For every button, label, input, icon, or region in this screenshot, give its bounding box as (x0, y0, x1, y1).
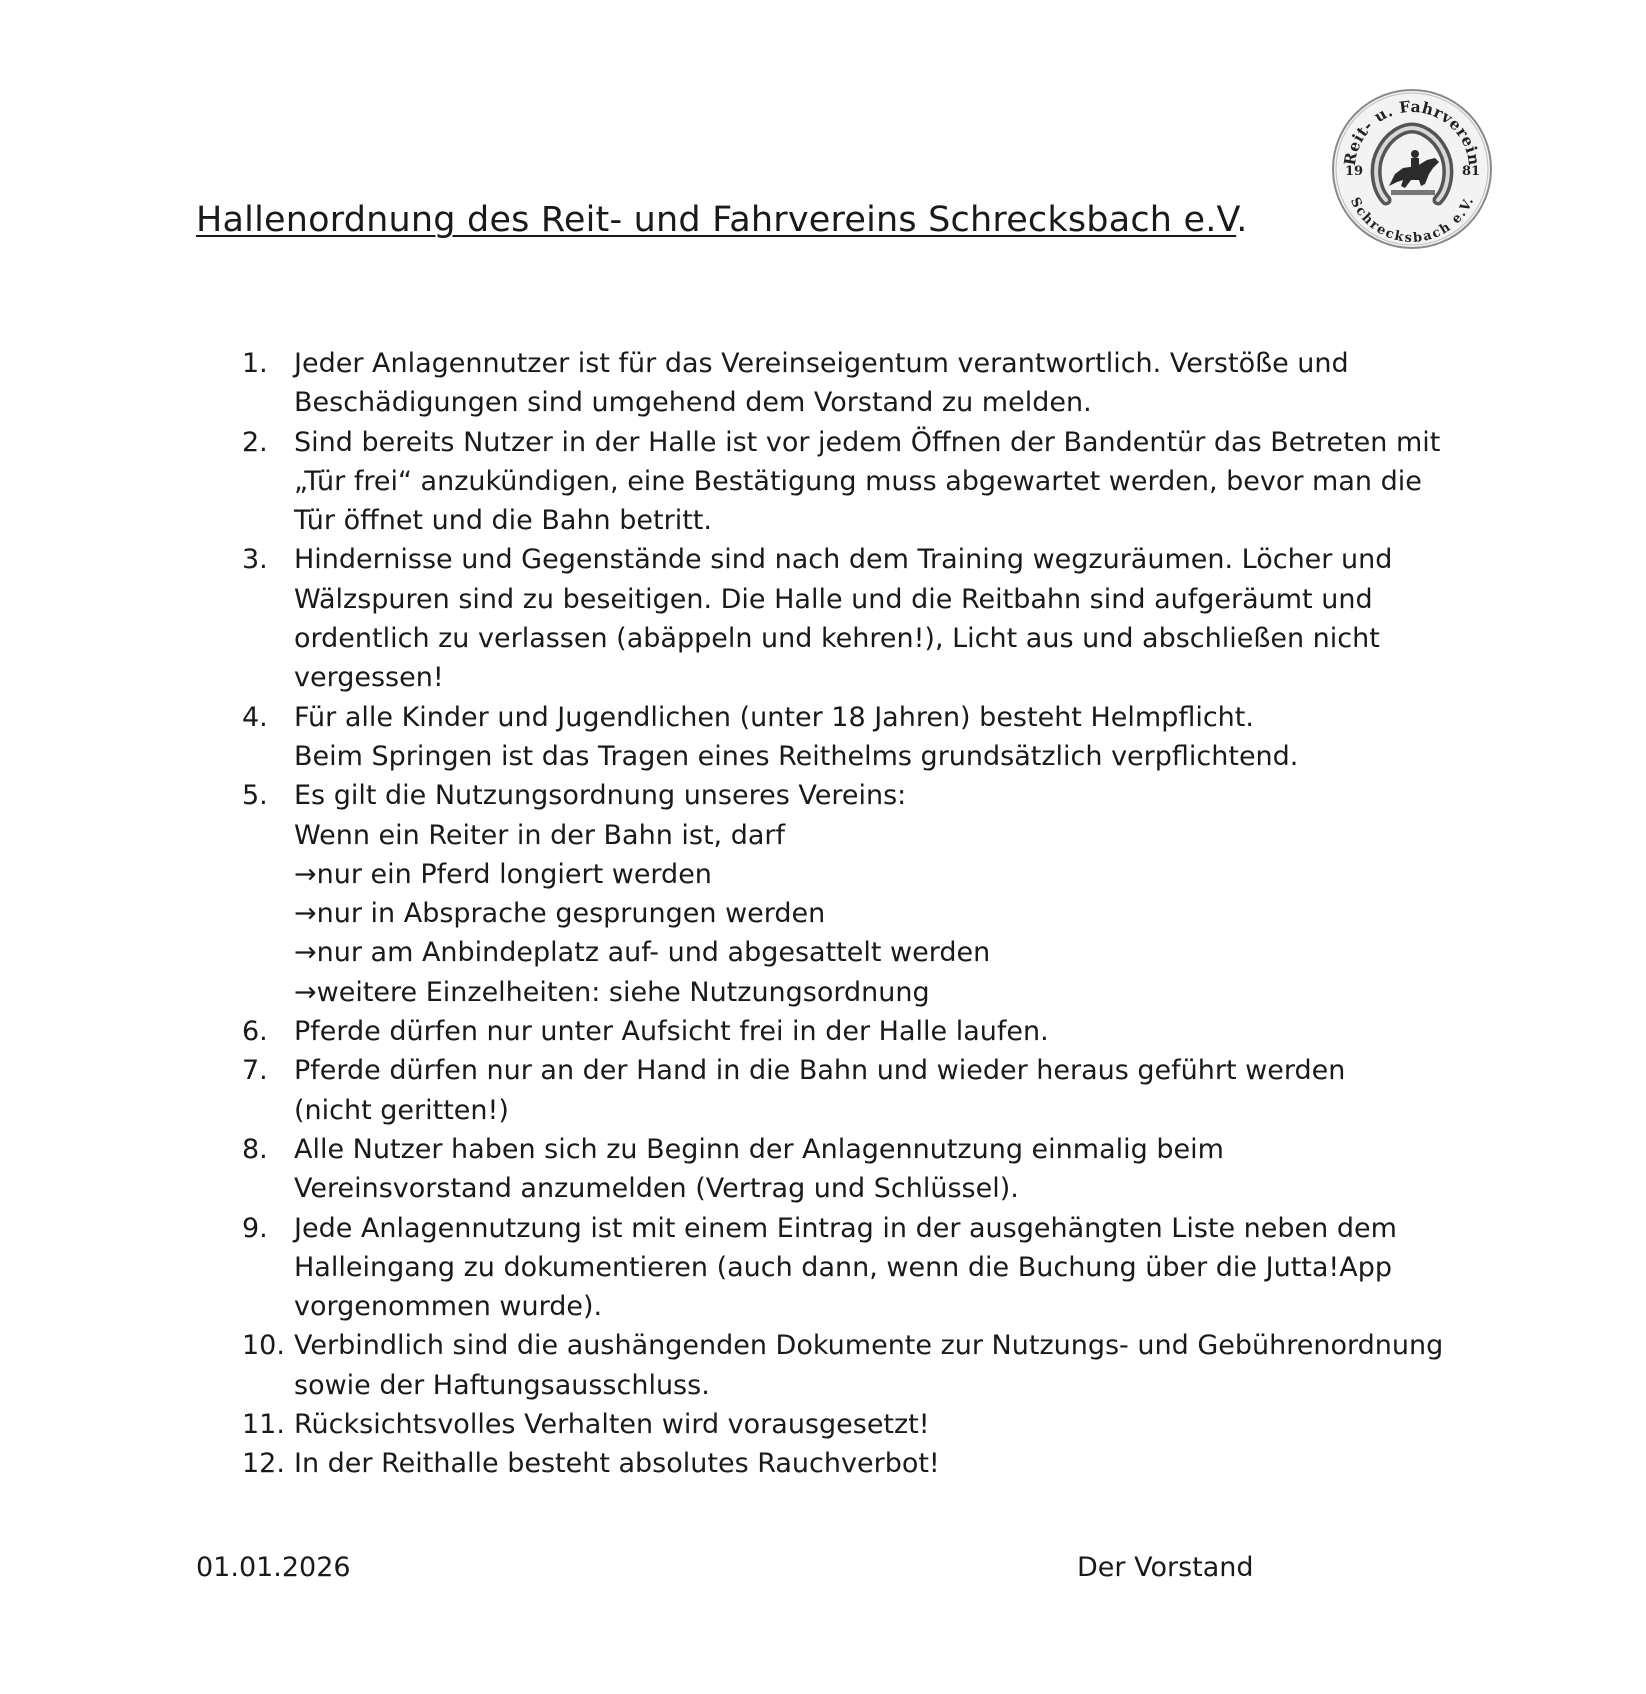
seal-bottom-text: Schrecksbach e.V. (1346, 195, 1478, 246)
rule-text-line: (nicht geritten!) (294, 1094, 509, 1126)
rule-number: 4. (242, 701, 268, 733)
rule-number: 11. (242, 1409, 285, 1441)
rule-text-line: Wenn ein Reiter in der Bahn ist, darf (294, 819, 785, 851)
rule-text-line: →nur in Absprache gesprungen werden (294, 898, 826, 930)
rule-text-line: Für alle Kinder und Jugendlichen (unter 18 Jahren) besteht Helmpflicht. (294, 701, 1254, 733)
rule-text-line: ordentlich zu verlassen (abäppeln und kehren!), Licht aus und abschließen nicht (294, 623, 1380, 655)
rule-number: 5. (242, 780, 268, 812)
rule-text-line: →nur am Anbindeplatz auf- und abgesattelt werden (294, 937, 991, 969)
rule-text-line: vorgenommen wurde). (294, 1291, 603, 1323)
page-title-text: Hallenordnung des Reit- und Fahrvereins Schrecksbach e.V (196, 200, 1237, 240)
seal-top-text: Reit- u. Fahrverein (1339, 96, 1485, 167)
rule-number: 10. (242, 1330, 285, 1362)
rule-text-line: Pferde dürfen nur unter Aufsicht frei in der Halle laufen. (294, 1016, 1049, 1048)
seal-year-right: 81 (1462, 164, 1481, 179)
rule-text-line: Sind bereits Nutzer in der Halle ist vor jedem Öffnen der Bandentür das Betreten mit (294, 426, 1441, 458)
club-seal-logo (1331, 88, 1493, 250)
rule-text-line: Verbindlich sind die aushängenden Dokumente zur Nutzungs- und Gebührenordnung (294, 1330, 1444, 1362)
rule-text-line: →nur ein Pferd longiert werden (294, 858, 712, 890)
rule-text-line: Vereinsvorstand anzumelden (Vertrag und Schlüssel). (294, 1173, 1019, 1205)
rule-item (242, 698, 1472, 777)
seal-year-left: 19 (1345, 164, 1364, 179)
rule-text-line: →weitere Einzelheiten: siehe Nutzungsordnung (294, 976, 930, 1008)
rule-item (242, 776, 1472, 1012)
rule-text-line: Halleingang zu dokumentieren (auch dann, wenn die Buchung über die Jutta!App (294, 1251, 1392, 1283)
rule-number: 7. (242, 1055, 268, 1087)
rules-list (242, 344, 1472, 1484)
rule-text-line: Tür öffnet und die Bahn betritt. (294, 505, 712, 537)
rule-text-line: Alle Nutzer haben sich zu Beginn der Anlagennutzung einmalig beim (294, 1133, 1224, 1165)
page-title-suffix: . (1236, 200, 1248, 240)
document-date: 01.01.2026 (196, 1552, 351, 1583)
rule-number: 8. (242, 1133, 268, 1165)
rule-text-line: Wälzspuren sind zu beseitigen. Die Halle und die Reitbahn sind aufgeräumt und (294, 583, 1373, 615)
rule-text-line: In der Reithalle besteht absolutes Rauchverbot! (294, 1448, 940, 1480)
rule-text-line: Jeder Anlagennutzer ist für das Vereinseigentum verantwortlich. Verstöße und (294, 348, 1349, 379)
rule-text-line: vergessen! (294, 662, 444, 694)
rule-item (242, 1444, 1472, 1483)
rule-item (242, 1209, 1472, 1327)
page-title (196, 198, 1248, 242)
rule-item (242, 1326, 1472, 1405)
rule-text-line: Pferde dürfen nur an der Hand in die Bahn und wieder heraus geführt werden (294, 1055, 1346, 1087)
rule-text-line: Jede Anlagennutzung ist mit einem Eintrag in der ausgehängten Liste neben dem (294, 1212, 1397, 1244)
rule-text-line: sowie der Haftungsausschluss. (294, 1369, 710, 1401)
rule-number: 1. (242, 348, 268, 379)
rule-item (242, 540, 1472, 697)
rule-item (242, 1130, 1472, 1209)
rule-text-line: Es gilt die Nutzungsordnung unseres Vereins: (294, 780, 907, 812)
rule-number: 6. (242, 1016, 268, 1048)
rule-item (242, 344, 1472, 423)
rule-item (242, 1051, 1472, 1130)
rule-number: 12. (242, 1448, 285, 1480)
rule-number: 2. (242, 426, 268, 458)
rule-number: 3. (242, 544, 268, 576)
rule-number: 9. (242, 1212, 268, 1244)
rule-item (242, 1012, 1472, 1051)
rule-text-line: Beschädigungen sind umgehend dem Vorstand zu melden. (294, 387, 1092, 419)
rule-text-line: Rücksichtsvolles Verhalten wird vorausgesetzt! (294, 1409, 930, 1441)
rule-text-line: Beim Springen ist das Tragen eines Reithelms grundsätzlich verpflichtend. (294, 740, 1299, 772)
rule-item (242, 1405, 1472, 1444)
rule-item (242, 423, 1472, 541)
document-signature: Der Vorstand (1077, 1552, 1254, 1583)
rule-text-line: „Tür frei“ anzukündigen, eine Bestätigung muss abgewartet werden, bevor man die (294, 465, 1422, 497)
rule-text-line: Hindernisse und Gegenstände sind nach dem Training wegzuräumen. Löcher und (294, 544, 1393, 576)
